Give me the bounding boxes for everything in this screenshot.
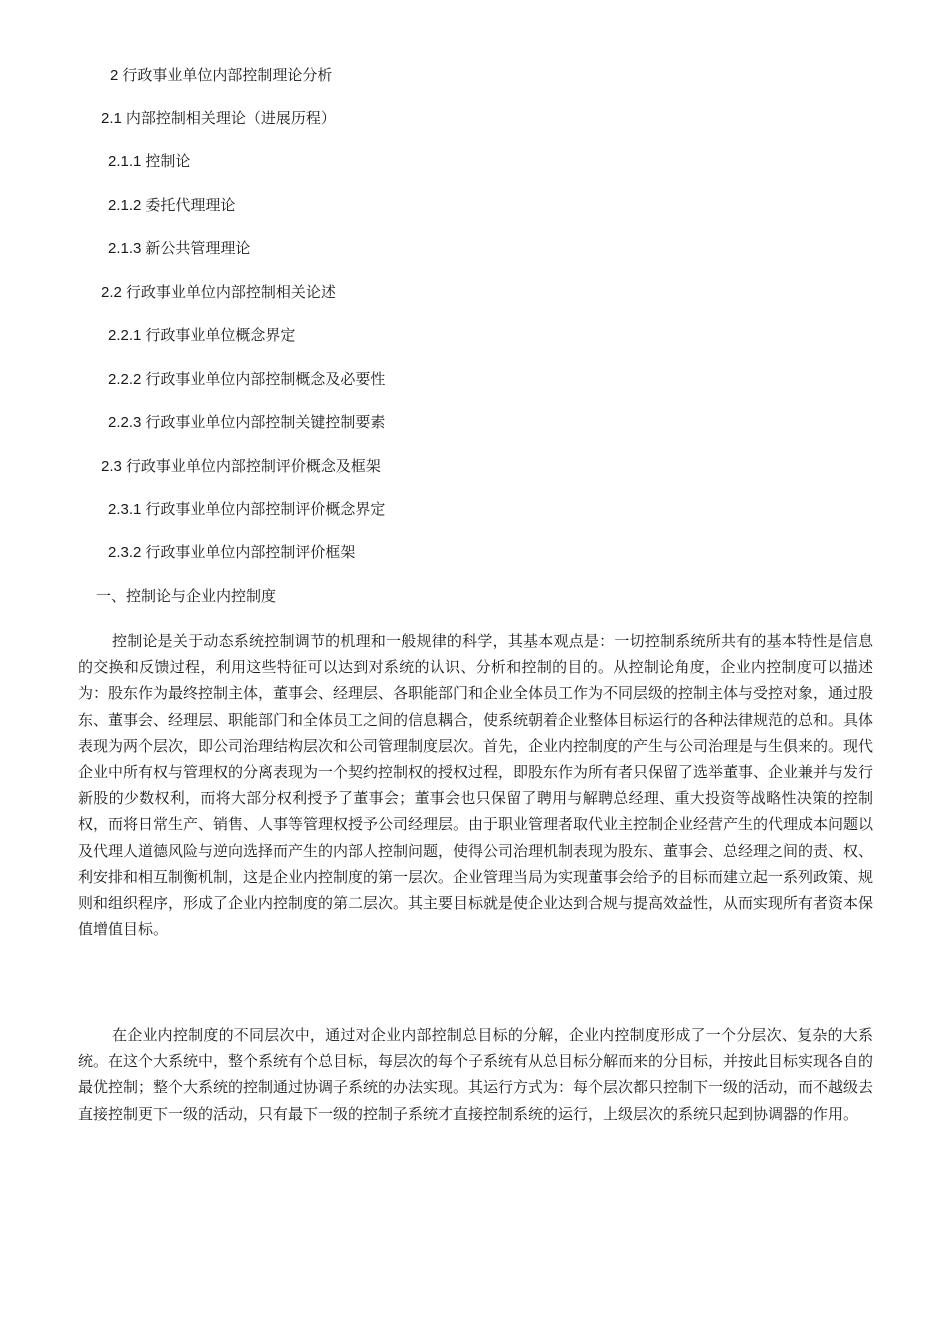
toc-title: 行政事业单位内部控制评价概念及框架 (125, 457, 381, 475)
toc-entry-2-2 (101, 282, 336, 303)
toc-title: 行政事业单位内部控制关键控制要素 (145, 413, 386, 431)
toc-title: 行政事业单位内部控制评价框架 (145, 543, 356, 561)
toc-number: 2.1 (101, 110, 122, 127)
section-heading: 一、控制论与企业内控制度 (96, 587, 277, 605)
toc-title: 行政事业单位概念界定 (145, 326, 296, 344)
toc-number: 2.3 (101, 458, 122, 475)
toc-title: 内部控制相关理论（进展历程） (125, 109, 336, 127)
toc-entry-2 (110, 65, 332, 86)
toc-entry-2-2-3 (108, 412, 385, 433)
toc-number: 2.2.1 (108, 327, 142, 344)
toc-number: 2.2.3 (108, 414, 142, 431)
toc-number: 2.1.2 (108, 197, 142, 214)
toc-title: 行政事业单位内部控制相关论述 (125, 283, 336, 301)
toc-number: 2.1.3 (108, 240, 142, 257)
toc-number: 2.2 (101, 284, 122, 301)
toc-entry-2-2-1 (108, 325, 295, 346)
toc-number: 2.3.1 (108, 501, 142, 518)
toc-title: 行政事业单位内部控制评价概念界定 (145, 500, 386, 518)
body-paragraph: 在企业内控制度的不同层次中，通过对企业内部控制总目标的分解，企业内控制度形成了一个分层次、复杂的大系统。在这个大系统中，整个系统有个总目标，每层次的每个子系统有从总目标分解而来的分目标，并按此目标实现各自的最优控制；整个大系统的控制通过协调子系统的办法实现。其运行方式为：每个层次都只控制下一级的活动，而不越级去直接控制更下一级的活动，只有最下一级的控制子系统才直接控制系统的运行，上级层次的系统只起到协调器的作用。 (78, 1026, 874, 1123)
toc-title: 行政事业单位内部控制理论分析 (122, 66, 333, 84)
toc-title: 委托代理理论 (145, 196, 236, 214)
toc-entry-2-1-3 (108, 238, 250, 259)
toc-number: 2.1.1 (108, 153, 142, 170)
toc-title: 控制论 (145, 152, 191, 170)
toc-entry-2-3-2 (108, 542, 355, 563)
toc-entry-2-3-1 (108, 499, 385, 520)
toc-entry-2-1-1 (108, 151, 190, 172)
toc-title: 行政事业单位内部控制概念及必要性 (145, 370, 386, 388)
toc-title: 新公共管理理论 (145, 239, 251, 257)
toc-entry-2-1-2 (108, 195, 235, 216)
body-paragraph: 控制论是关于动态系统控制调节的机理和一般规律的科学，其基本观点是：一切控制系统所共有的基本特性是信息的交换和反馈过程，利用这些特征可以达到对系统的认识、分析和控制的目的。从控制论角度，企业内控制度可以描述为：股东作为最终控制主体，董事会、经理层、各职能部门和企业全体员工作为不同层级的控制主体与受控对象，通过股东、董事会、经理层、职能部门和全体员工之间的信息耦合，使系统朝着企业整体目标运行的各种法律规范的总和。具体表现为两个层次，即公司治理结构层次和公司管理制度层次。首先，企业内控制度的产生与公司治理是与生俱来的。现代企业中所有权与管理权的分离表现为一个契约控制权的授权过程，即股东作为所有者只保留了选举董事、企业兼并与发行新股的少数权利，而将大部分权利授予了董事会；董事会也只保留了聘用与解聘总经理、重大投资等战略性决策的控制权，而将日常生产、销售、人事等管理权授予公司经理层。由于职业管理者取代业主控制企业经营产生的代理成本问题以及代理人道德风险与逆向选择而产生的内部人控制问题，使得公司治理机制表现为股东、董事会、总经理之间的责、权、利安排和相互制衡机制，这是企业内控制度的第一层次。企业管理当局为实现董事会给予的目标而建立起一系列政策、规则和组织程序，形成了企业内控制度的第二层次。其主要目标就是使企业达到合规与提高效益性，从而实现所有者资本保值增值目标。 (78, 632, 874, 939)
toc-number: 2.3.2 (108, 544, 142, 561)
toc-number: 2 (110, 67, 119, 84)
toc-entry-2-3 (101, 456, 381, 477)
toc-entry-2-1 (101, 108, 336, 129)
toc-number: 2.2.2 (108, 371, 142, 388)
toc-entry-2-2-2 (108, 369, 385, 390)
